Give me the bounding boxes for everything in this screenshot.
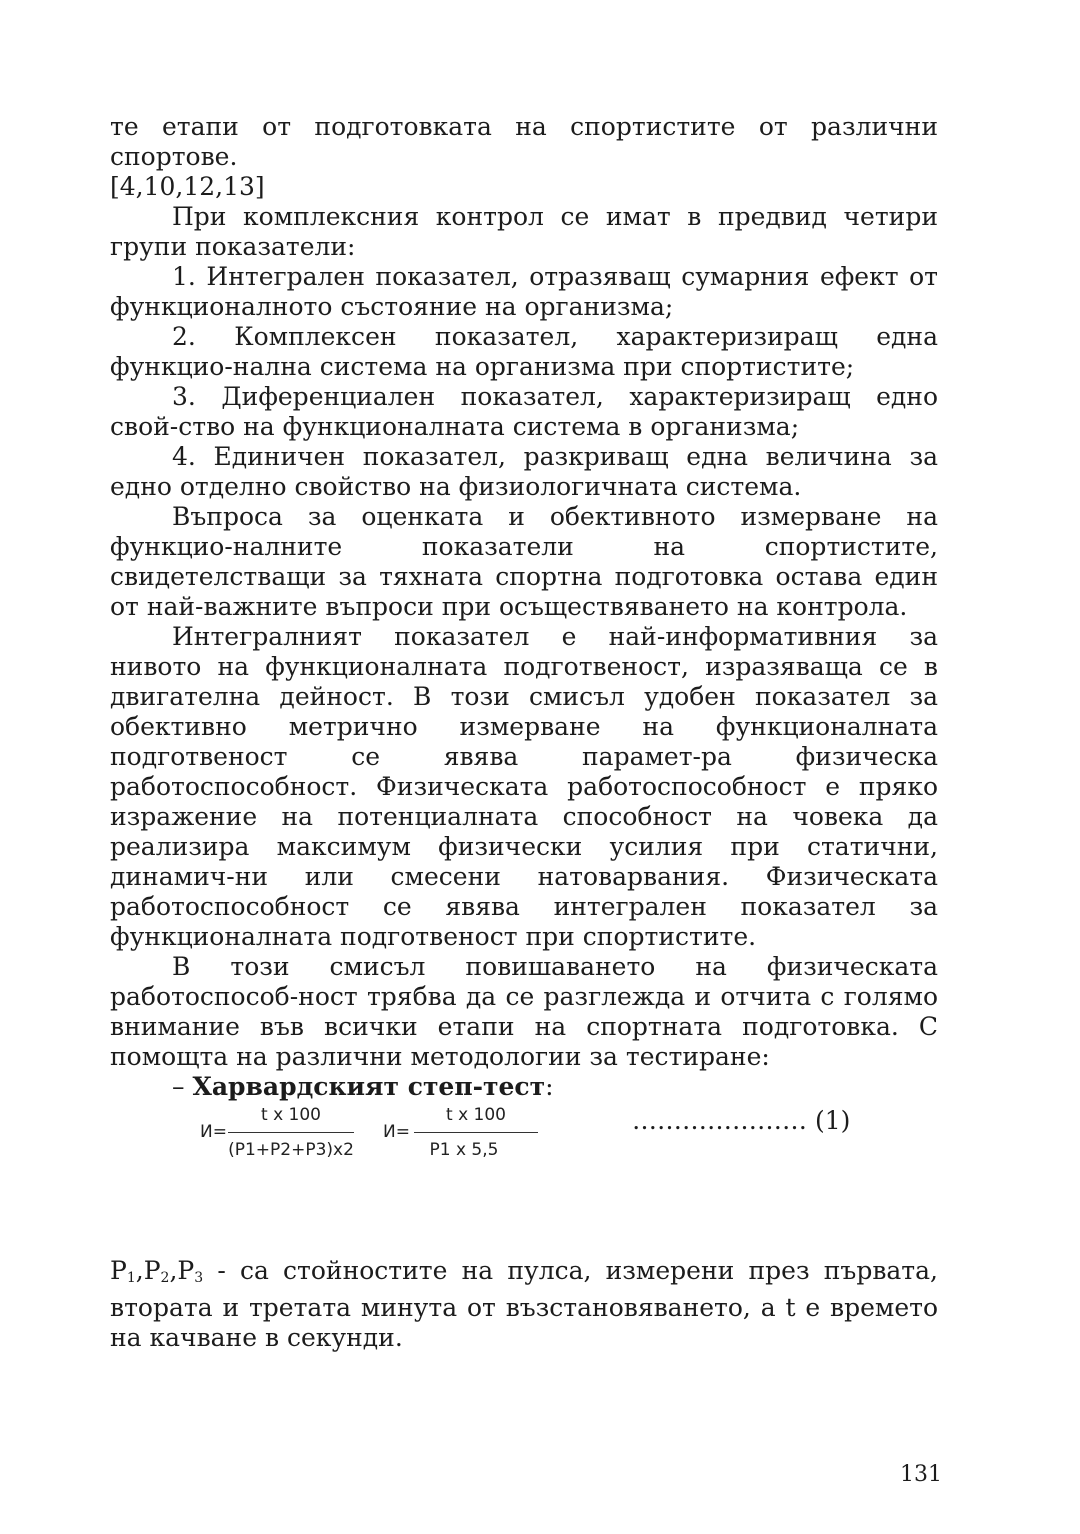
formula1-numerator: t x 100 (261, 1105, 321, 1125)
page-number: 131 (900, 1462, 942, 1487)
formula2-fraction-bar (414, 1132, 538, 1133)
list-item-differential: 3. Диференциален показател, характеризиращ едно свой-ство на функционалната система в организма; (110, 382, 938, 441)
pulse-symbol-2: P (143, 1256, 161, 1285)
separator-comma-2: , (169, 1256, 178, 1285)
formula2-denominator: P1 x 5,5 (429, 1140, 499, 1160)
reference-list: [4,10,12,13] (110, 172, 265, 201)
harvard-test-heading (110, 1072, 938, 1102)
formula1-fraction-bar (228, 1132, 354, 1133)
subscript-3: 3 (194, 1270, 204, 1286)
list-item-complex: 2. Комплексен показател, характеризиращ една функцио-нална система на организма при спортистите; (110, 322, 938, 381)
formula1-label: И= (200, 1122, 227, 1142)
pulse-symbol-1: P (110, 1256, 127, 1285)
formula2-label: И= (383, 1122, 410, 1142)
formula-explanation (110, 1256, 938, 1353)
pulse-symbol-3: P (177, 1256, 195, 1285)
list-item-integral: 1. Интегрален показател, отразяващ сумарния ефект от функционалното състояние на организма; (110, 262, 938, 321)
paragraph-indicator-groups: При комплексния контрол се имат в предвид четири групи показатели: (110, 202, 938, 261)
heading-dash: – (172, 1072, 193, 1101)
body-text (110, 112, 938, 1102)
paragraph-work-capacity: В този смисъл повишаването на физическата работоспособ-ност трябва да се разглежда и отчита с голямо внимание във всички етапи на спортната подготовка. С помощта на различни методологии за тестиране: (110, 952, 938, 1071)
subscript-2: 2 (160, 1270, 170, 1286)
subscript-1: 1 (126, 1270, 136, 1286)
paragraph-assessment: Въпроса за оценката и обективното измерване на функцио-налните показатели на спортистите, свидетелстващи за тяхната спортна подготовка остава един от най-важните въпроси при осъществяването на контрола. (110, 502, 938, 621)
explanation-text: - са стойностите на пулса, измерени през първата, втората и третата минута от възстановяването, а t е времето на качване в секунди. (110, 1256, 938, 1352)
formula1-denominator: (P1+P2+P3)x2 (228, 1140, 354, 1160)
paragraph-continuation: те етапи от подготовката на спортистите от различни спортове. (110, 112, 938, 171)
separator-comma-1: , (135, 1256, 144, 1285)
heading-bold-title: Харвардският степ-тест (192, 1072, 546, 1101)
list-item-single: 4. Единичен показател, разкриващ една величина за едно отделно свойство на физиологичната система. (110, 442, 938, 501)
formula2-numerator: t x 100 (446, 1105, 506, 1125)
equation-number: ………………… (1) (632, 1106, 851, 1135)
heading-colon: : (545, 1072, 554, 1101)
paragraph-integral-indicator: Интегралният показател е най-информативния за нивото на функционалната подготвеност, изразяваща се в двигателна дейност. В този смисъл удобен показател за обективно метрично измерване на функционалната подготвеност се явява парамет-ра физическа работоспособност. Физическата работоспособност е пряко изражение на потенциалната способност на човека да реализира максимум физически усилия при статични, динамич-ни или смесени натоварвания. Физическата работоспособност се явява интегрален показател за функционалната подготвеност при спортистите. (110, 622, 938, 951)
